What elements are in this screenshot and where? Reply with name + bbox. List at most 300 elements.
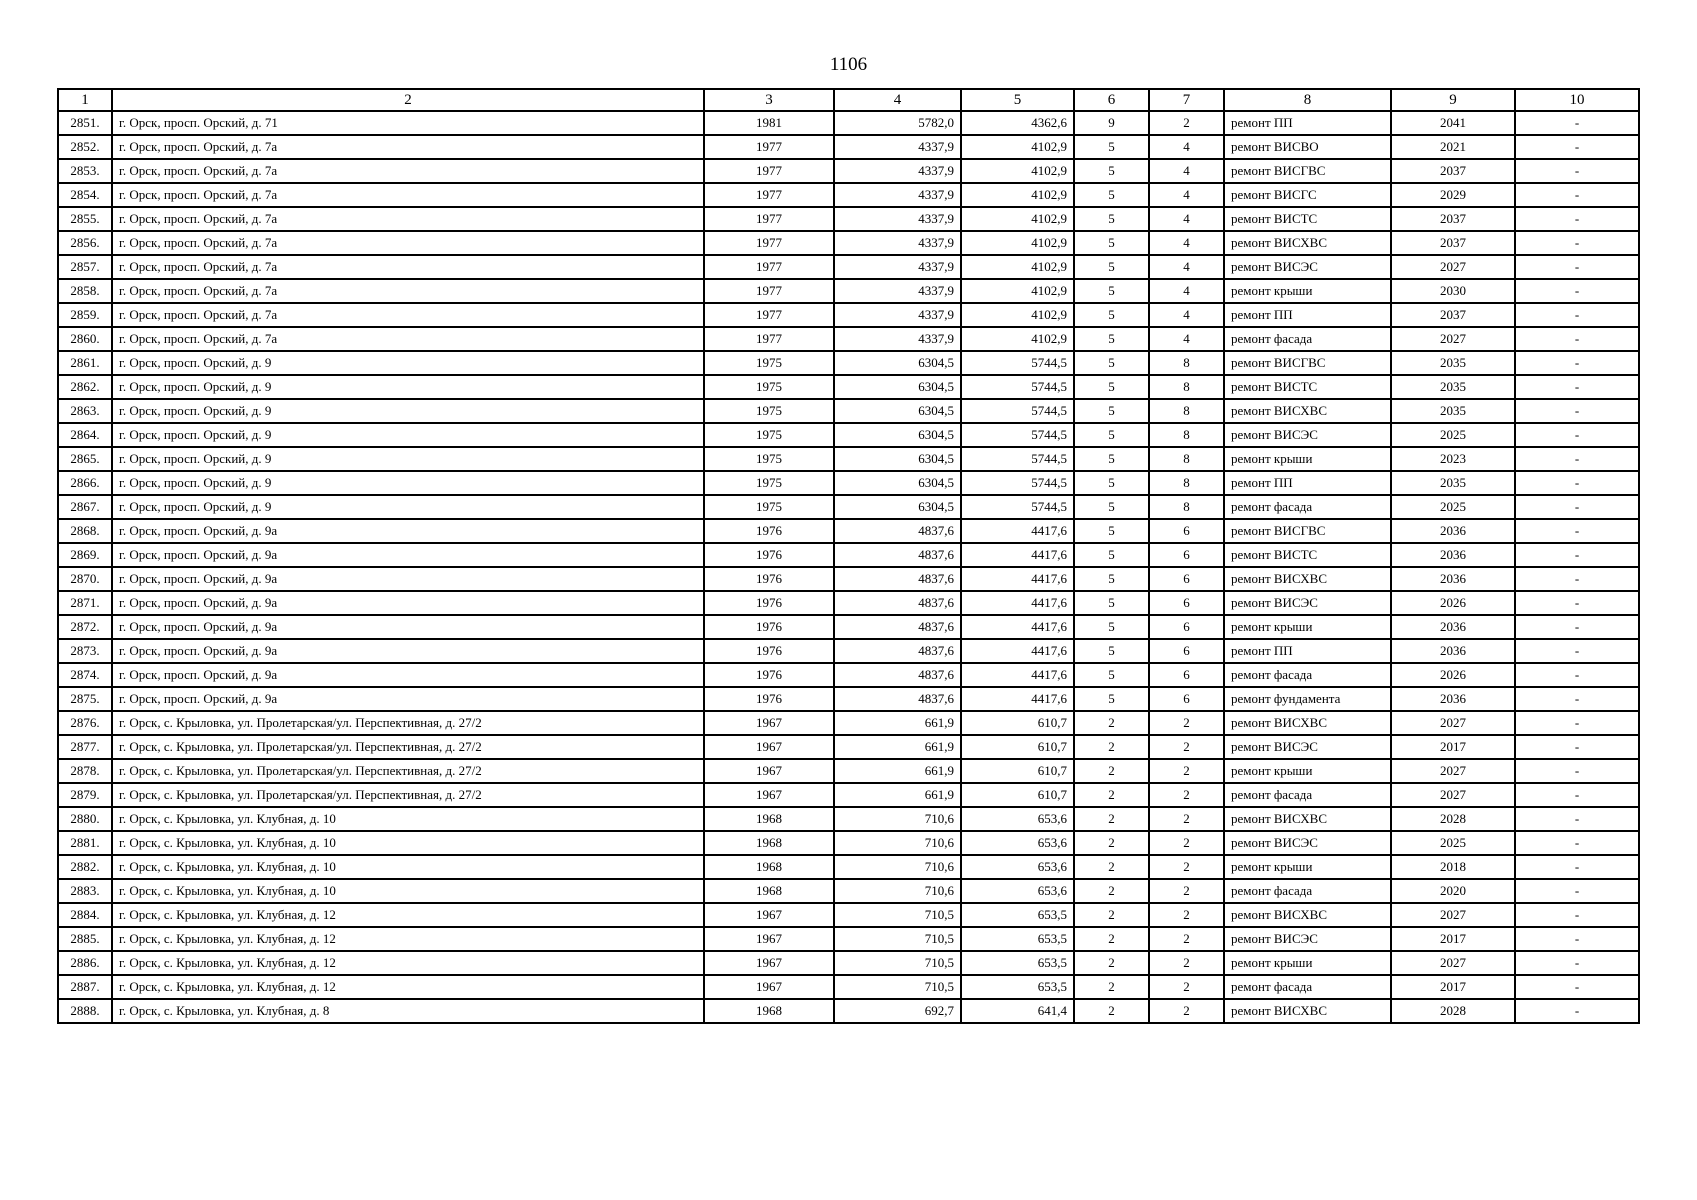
- cell-entrances: 2: [1149, 111, 1224, 135]
- cell-address: г. Орск, просп. Орский, д. 7а: [112, 183, 704, 207]
- cell-construction-year: 1976: [704, 615, 834, 639]
- table-row: [58, 807, 1639, 831]
- cell-work-type: ремонт ВИСЭС: [1224, 423, 1391, 447]
- cell-living-area: 5744,5: [961, 423, 1074, 447]
- cell-floors: 5: [1074, 471, 1149, 495]
- cell-planned-year: 2025: [1391, 831, 1515, 855]
- cell-row-number: 2872.: [58, 615, 112, 639]
- cell-work-type: ремонт ВИСХВС: [1224, 903, 1391, 927]
- cell-row-number: 2865.: [58, 447, 112, 471]
- cell-note: -: [1515, 855, 1639, 879]
- cell-entrances: 2: [1149, 711, 1224, 735]
- cell-planned-year: 2036: [1391, 687, 1515, 711]
- cell-work-type: ремонт ВИСГВС: [1224, 351, 1391, 375]
- cell-address: г. Орск, с. Крыловка, ул. Клубная, д. 10: [112, 879, 704, 903]
- cell-floors: 5: [1074, 327, 1149, 351]
- cell-living-area: 4102,9: [961, 327, 1074, 351]
- cell-construction-year: 1967: [704, 783, 834, 807]
- cell-note: -: [1515, 639, 1639, 663]
- cell-note: -: [1515, 255, 1639, 279]
- cell-entrances: 6: [1149, 615, 1224, 639]
- cell-floors: 5: [1074, 399, 1149, 423]
- cell-entrances: 6: [1149, 519, 1224, 543]
- cell-construction-year: 1976: [704, 591, 834, 615]
- column-header: 9: [1391, 89, 1515, 111]
- cell-living-area: 4102,9: [961, 183, 1074, 207]
- cell-planned-year: 2018: [1391, 855, 1515, 879]
- cell-work-type: ремонт фасада: [1224, 879, 1391, 903]
- cell-address: г. Орск, с. Крыловка, ул. Клубная, д. 12: [112, 975, 704, 999]
- cell-address: г. Орск, просп. Орский, д. 9а: [112, 543, 704, 567]
- cell-entrances: 8: [1149, 351, 1224, 375]
- column-header: 2: [112, 89, 704, 111]
- table-row: [58, 423, 1639, 447]
- cell-row-number: 2869.: [58, 543, 112, 567]
- cell-row-number: 2885.: [58, 927, 112, 951]
- cell-total-area: 4337,9: [834, 303, 961, 327]
- cell-planned-year: 2025: [1391, 423, 1515, 447]
- page-number: 1106: [829, 54, 868, 75]
- table-row: [58, 327, 1639, 351]
- cell-living-area: 653,6: [961, 807, 1074, 831]
- cell-work-type: ремонт ВИСХВС: [1224, 999, 1391, 1023]
- cell-total-area: 661,9: [834, 711, 961, 735]
- cell-floors: 5: [1074, 639, 1149, 663]
- cell-living-area: 4417,6: [961, 639, 1074, 663]
- cell-living-area: 610,7: [961, 759, 1074, 783]
- cell-work-type: ремонт фасада: [1224, 783, 1391, 807]
- cell-work-type: ремонт фундамента: [1224, 687, 1391, 711]
- cell-total-area: 4837,6: [834, 567, 961, 591]
- cell-row-number: 2863.: [58, 399, 112, 423]
- cell-row-number: 2851.: [58, 111, 112, 135]
- cell-entrances: 4: [1149, 255, 1224, 279]
- cell-address: г. Орск, просп. Орский, д. 7а: [112, 231, 704, 255]
- cell-construction-year: 1977: [704, 255, 834, 279]
- cell-floors: 5: [1074, 351, 1149, 375]
- cell-total-area: 6304,5: [834, 423, 961, 447]
- cell-living-area: 4417,6: [961, 591, 1074, 615]
- cell-total-area: 4337,9: [834, 159, 961, 183]
- cell-floors: 2: [1074, 759, 1149, 783]
- cell-total-area: 710,6: [834, 855, 961, 879]
- cell-note: -: [1515, 615, 1639, 639]
- cell-entrances: 6: [1149, 567, 1224, 591]
- cell-row-number: 2862.: [58, 375, 112, 399]
- cell-note: -: [1515, 687, 1639, 711]
- table-row: [58, 255, 1639, 279]
- table-row: [58, 159, 1639, 183]
- cell-total-area: 710,6: [834, 879, 961, 903]
- cell-note: -: [1515, 519, 1639, 543]
- cell-entrances: 2: [1149, 855, 1224, 879]
- cell-floors: 2: [1074, 807, 1149, 831]
- table-row: [58, 711, 1639, 735]
- cell-row-number: 2854.: [58, 183, 112, 207]
- cell-entrances: 4: [1149, 327, 1224, 351]
- cell-work-type: ремонт ВИСХВС: [1224, 231, 1391, 255]
- cell-planned-year: 2029: [1391, 183, 1515, 207]
- cell-living-area: 4362,6: [961, 111, 1074, 135]
- cell-floors: 2: [1074, 927, 1149, 951]
- cell-row-number: 2874.: [58, 663, 112, 687]
- cell-total-area: 6304,5: [834, 375, 961, 399]
- cell-planned-year: 2017: [1391, 975, 1515, 999]
- cell-planned-year: 2017: [1391, 927, 1515, 951]
- cell-note: -: [1515, 111, 1639, 135]
- table-row: [58, 903, 1639, 927]
- cell-total-area: 6304,5: [834, 447, 961, 471]
- cell-row-number: 2858.: [58, 279, 112, 303]
- cell-address: г. Орск, просп. Орский, д. 7а: [112, 135, 704, 159]
- cell-total-area: 4337,9: [834, 255, 961, 279]
- cell-row-number: 2860.: [58, 327, 112, 351]
- cell-floors: 2: [1074, 879, 1149, 903]
- cell-construction-year: 1967: [704, 951, 834, 975]
- cell-construction-year: 1977: [704, 303, 834, 327]
- cell-total-area: 710,5: [834, 975, 961, 999]
- cell-planned-year: 2028: [1391, 999, 1515, 1023]
- cell-work-type: ремонт крыши: [1224, 759, 1391, 783]
- cell-note: -: [1515, 375, 1639, 399]
- cell-floors: 2: [1074, 831, 1149, 855]
- cell-row-number: 2876.: [58, 711, 112, 735]
- cell-note: -: [1515, 495, 1639, 519]
- cell-construction-year: 1977: [704, 183, 834, 207]
- cell-planned-year: 2023: [1391, 447, 1515, 471]
- cell-living-area: 5744,5: [961, 351, 1074, 375]
- cell-construction-year: 1977: [704, 327, 834, 351]
- cell-entrances: 4: [1149, 279, 1224, 303]
- cell-living-area: 4102,9: [961, 135, 1074, 159]
- cell-total-area: 4837,6: [834, 639, 961, 663]
- cell-total-area: 4837,6: [834, 543, 961, 567]
- cell-planned-year: 2037: [1391, 303, 1515, 327]
- cell-living-area: 4102,9: [961, 303, 1074, 327]
- cell-note: -: [1515, 279, 1639, 303]
- cell-entrances: 4: [1149, 159, 1224, 183]
- cell-note: -: [1515, 999, 1639, 1023]
- cell-living-area: 4417,6: [961, 567, 1074, 591]
- cell-row-number: 2873.: [58, 639, 112, 663]
- cell-address: г. Орск, просп. Орский, д. 9: [112, 399, 704, 423]
- cell-row-number: 2887.: [58, 975, 112, 999]
- cell-entrances: 2: [1149, 831, 1224, 855]
- table-row: [58, 927, 1639, 951]
- cell-total-area: 4837,6: [834, 519, 961, 543]
- cell-entrances: 2: [1149, 783, 1224, 807]
- cell-planned-year: 2027: [1391, 711, 1515, 735]
- cell-planned-year: 2028: [1391, 807, 1515, 831]
- cell-construction-year: 1967: [704, 759, 834, 783]
- column-header: 7: [1149, 89, 1224, 111]
- column-header: 3: [704, 89, 834, 111]
- cell-floors: 5: [1074, 159, 1149, 183]
- cell-floors: 5: [1074, 375, 1149, 399]
- cell-entrances: 8: [1149, 495, 1224, 519]
- cell-planned-year: 2035: [1391, 399, 1515, 423]
- cell-floors: 2: [1074, 975, 1149, 999]
- cell-row-number: 2867.: [58, 495, 112, 519]
- cell-note: -: [1515, 831, 1639, 855]
- table-row: [58, 759, 1639, 783]
- cell-address: г. Орск, с. Крыловка, ул. Клубная, д. 10: [112, 831, 704, 855]
- cell-work-type: ремонт ВИСЭС: [1224, 831, 1391, 855]
- column-header: 6: [1074, 89, 1149, 111]
- table-row: [58, 591, 1639, 615]
- cell-work-type: ремонт ВИСТС: [1224, 543, 1391, 567]
- cell-note: -: [1515, 903, 1639, 927]
- cell-row-number: 2875.: [58, 687, 112, 711]
- cell-entrances: 2: [1149, 999, 1224, 1023]
- cell-total-area: 710,5: [834, 903, 961, 927]
- cell-work-type: ремонт ВИСХВС: [1224, 399, 1391, 423]
- cell-note: -: [1515, 951, 1639, 975]
- cell-work-type: ремонт фасада: [1224, 495, 1391, 519]
- table-row: [58, 663, 1639, 687]
- cell-construction-year: 1976: [704, 519, 834, 543]
- cell-total-area: 4837,6: [834, 687, 961, 711]
- cell-construction-year: 1967: [704, 735, 834, 759]
- cell-entrances: 6: [1149, 591, 1224, 615]
- cell-entrances: 2: [1149, 951, 1224, 975]
- cell-note: -: [1515, 135, 1639, 159]
- cell-row-number: 2871.: [58, 591, 112, 615]
- cell-floors: 5: [1074, 447, 1149, 471]
- cell-row-number: 2864.: [58, 423, 112, 447]
- cell-construction-year: 1981: [704, 111, 834, 135]
- cell-address: г. Орск, просп. Орский, д. 9а: [112, 615, 704, 639]
- table-header-row: [58, 89, 1639, 111]
- cell-address: г. Орск, просп. Орский, д. 7а: [112, 207, 704, 231]
- cell-construction-year: 1975: [704, 351, 834, 375]
- cell-entrances: 6: [1149, 639, 1224, 663]
- cell-note: -: [1515, 879, 1639, 903]
- cell-floors: 5: [1074, 183, 1149, 207]
- cell-address: г. Орск, с. Крыловка, ул. Пролетарская/ул. Перспективная, д. 27/2: [112, 711, 704, 735]
- cell-entrances: 2: [1149, 975, 1224, 999]
- table-row: [58, 951, 1639, 975]
- cell-total-area: 4337,9: [834, 135, 961, 159]
- cell-total-area: 710,5: [834, 951, 961, 975]
- cell-row-number: 2877.: [58, 735, 112, 759]
- table-row: [58, 207, 1639, 231]
- cell-planned-year: 2026: [1391, 591, 1515, 615]
- table-row: [58, 543, 1639, 567]
- cell-note: -: [1515, 927, 1639, 951]
- cell-living-area: 653,6: [961, 879, 1074, 903]
- cell-address: г. Орск, просп. Орский, д. 7а: [112, 159, 704, 183]
- cell-entrances: 2: [1149, 807, 1224, 831]
- cell-living-area: 4417,6: [961, 663, 1074, 687]
- cell-address: г. Орск, просп. Орский, д. 71: [112, 111, 704, 135]
- cell-total-area: 692,7: [834, 999, 961, 1023]
- cell-total-area: 4337,9: [834, 207, 961, 231]
- cell-work-type: ремонт фасада: [1224, 327, 1391, 351]
- table-row: [58, 231, 1639, 255]
- cell-row-number: 2861.: [58, 351, 112, 375]
- cell-note: -: [1515, 471, 1639, 495]
- cell-living-area: 610,7: [961, 711, 1074, 735]
- cell-construction-year: 1977: [704, 159, 834, 183]
- cell-entrances: 4: [1149, 183, 1224, 207]
- cell-entrances: 4: [1149, 135, 1224, 159]
- cell-row-number: 2882.: [58, 855, 112, 879]
- cell-work-type: ремонт ВИСГС: [1224, 183, 1391, 207]
- column-header: 5: [961, 89, 1074, 111]
- cell-work-type: ремонт ВИСТС: [1224, 207, 1391, 231]
- column-header: 1: [58, 89, 112, 111]
- table-row: [58, 831, 1639, 855]
- cell-work-type: ремонт ВИСГВС: [1224, 159, 1391, 183]
- cell-planned-year: 2036: [1391, 543, 1515, 567]
- cell-total-area: 661,9: [834, 735, 961, 759]
- cell-planned-year: 2037: [1391, 207, 1515, 231]
- cell-living-area: 653,5: [961, 927, 1074, 951]
- cell-work-type: ремонт ВИСЭС: [1224, 255, 1391, 279]
- cell-entrances: 6: [1149, 543, 1224, 567]
- cell-row-number: 2886.: [58, 951, 112, 975]
- table-row: [58, 111, 1639, 135]
- cell-floors: 2: [1074, 903, 1149, 927]
- table-row: [58, 135, 1639, 159]
- table-row: [58, 471, 1639, 495]
- cell-construction-year: 1977: [704, 135, 834, 159]
- cell-row-number: 2866.: [58, 471, 112, 495]
- cell-address: г. Орск, с. Крыловка, ул. Пролетарская/ул. Перспективная, д. 27/2: [112, 735, 704, 759]
- cell-construction-year: 1968: [704, 831, 834, 855]
- cell-living-area: 610,7: [961, 735, 1074, 759]
- cell-entrances: 8: [1149, 471, 1224, 495]
- cell-planned-year: 2027: [1391, 783, 1515, 807]
- cell-work-type: ремонт крыши: [1224, 447, 1391, 471]
- cell-planned-year: 2025: [1391, 495, 1515, 519]
- cell-construction-year: 1975: [704, 423, 834, 447]
- cell-planned-year: 2027: [1391, 903, 1515, 927]
- cell-total-area: 4337,9: [834, 279, 961, 303]
- cell-work-type: ремонт ВИСЭС: [1224, 591, 1391, 615]
- cell-note: -: [1515, 351, 1639, 375]
- cell-living-area: 5744,5: [961, 495, 1074, 519]
- cell-work-type: ремонт ПП: [1224, 639, 1391, 663]
- cell-address: г. Орск, просп. Орский, д. 9: [112, 351, 704, 375]
- cell-living-area: 4417,6: [961, 615, 1074, 639]
- cell-planned-year: 2021: [1391, 135, 1515, 159]
- table-row: [58, 279, 1639, 303]
- cell-total-area: 661,9: [834, 759, 961, 783]
- cell-living-area: 5744,5: [961, 447, 1074, 471]
- cell-note: -: [1515, 591, 1639, 615]
- cell-work-type: ремонт ВИСГВС: [1224, 519, 1391, 543]
- cell-planned-year: 2036: [1391, 639, 1515, 663]
- cell-total-area: 661,9: [834, 783, 961, 807]
- cell-entrances: 6: [1149, 663, 1224, 687]
- cell-entrances: 8: [1149, 447, 1224, 471]
- cell-entrances: 4: [1149, 303, 1224, 327]
- cell-work-type: ремонт ВИСВО: [1224, 135, 1391, 159]
- cell-address: г. Орск, с. Крыловка, ул. Клубная, д. 12: [112, 951, 704, 975]
- cell-living-area: 4102,9: [961, 231, 1074, 255]
- cell-row-number: 2870.: [58, 567, 112, 591]
- cell-entrances: 2: [1149, 879, 1224, 903]
- cell-construction-year: 1975: [704, 375, 834, 399]
- table-row: [58, 783, 1639, 807]
- cell-floors: 2: [1074, 735, 1149, 759]
- cell-address: г. Орск, просп. Орский, д. 7а: [112, 327, 704, 351]
- cell-row-number: 2856.: [58, 231, 112, 255]
- cell-note: -: [1515, 759, 1639, 783]
- cell-living-area: 4102,9: [961, 207, 1074, 231]
- table-row: [58, 375, 1639, 399]
- cell-living-area: 653,6: [961, 831, 1074, 855]
- cell-address: г. Орск, просп. Орский, д. 9а: [112, 567, 704, 591]
- cell-note: -: [1515, 783, 1639, 807]
- table-row: [58, 519, 1639, 543]
- cell-note: -: [1515, 303, 1639, 327]
- cell-address: г. Орск, просп. Орский, д. 9а: [112, 639, 704, 663]
- cell-entrances: 2: [1149, 735, 1224, 759]
- cell-row-number: 2879.: [58, 783, 112, 807]
- cell-work-type: ремонт ВИСХВС: [1224, 567, 1391, 591]
- cell-living-area: 4417,6: [961, 519, 1074, 543]
- cell-construction-year: 1967: [704, 903, 834, 927]
- cell-planned-year: 2027: [1391, 255, 1515, 279]
- cell-note: -: [1515, 663, 1639, 687]
- cell-living-area: 653,6: [961, 855, 1074, 879]
- cell-floors: 5: [1074, 303, 1149, 327]
- cell-construction-year: 1976: [704, 663, 834, 687]
- cell-entrances: 8: [1149, 423, 1224, 447]
- cell-living-area: 4102,9: [961, 159, 1074, 183]
- cell-construction-year: 1977: [704, 207, 834, 231]
- cell-living-area: 641,4: [961, 999, 1074, 1023]
- cell-living-area: 4102,9: [961, 279, 1074, 303]
- cell-note: -: [1515, 183, 1639, 207]
- cell-address: г. Орск, просп. Орский, д. 9: [112, 375, 704, 399]
- cell-work-type: ремонт крыши: [1224, 279, 1391, 303]
- cell-living-area: 653,5: [961, 903, 1074, 927]
- cell-total-area: 710,6: [834, 807, 961, 831]
- table-row: [58, 975, 1639, 999]
- cell-floors: 5: [1074, 687, 1149, 711]
- cell-work-type: ремонт ПП: [1224, 111, 1391, 135]
- cell-floors: 5: [1074, 207, 1149, 231]
- cell-work-type: ремонт ВИСХВС: [1224, 807, 1391, 831]
- cell-address: г. Орск, с. Крыловка, ул. Пролетарская/ул. Перспективная, д. 27/2: [112, 759, 704, 783]
- cell-row-number: 2868.: [58, 519, 112, 543]
- cell-floors: 5: [1074, 663, 1149, 687]
- cell-entrances: 4: [1149, 231, 1224, 255]
- table-row: [58, 879, 1639, 903]
- cell-total-area: 4837,6: [834, 663, 961, 687]
- cell-planned-year: 2036: [1391, 615, 1515, 639]
- cell-address: г. Орск, просп. Орский, д. 7а: [112, 255, 704, 279]
- cell-note: -: [1515, 423, 1639, 447]
- cell-work-type: ремонт ВИСХВС: [1224, 711, 1391, 735]
- cell-planned-year: 2035: [1391, 471, 1515, 495]
- cell-work-type: ремонт ВИСТС: [1224, 375, 1391, 399]
- cell-address: г. Орск, с. Крыловка, ул. Клубная, д. 8: [112, 999, 704, 1023]
- cell-note: -: [1515, 807, 1639, 831]
- cell-floors: 5: [1074, 615, 1149, 639]
- cell-note: -: [1515, 447, 1639, 471]
- cell-work-type: ремонт крыши: [1224, 951, 1391, 975]
- cell-living-area: 5744,5: [961, 471, 1074, 495]
- table-row: [58, 639, 1639, 663]
- cell-construction-year: 1968: [704, 879, 834, 903]
- cell-living-area: 4417,6: [961, 687, 1074, 711]
- cell-total-area: 4337,9: [834, 183, 961, 207]
